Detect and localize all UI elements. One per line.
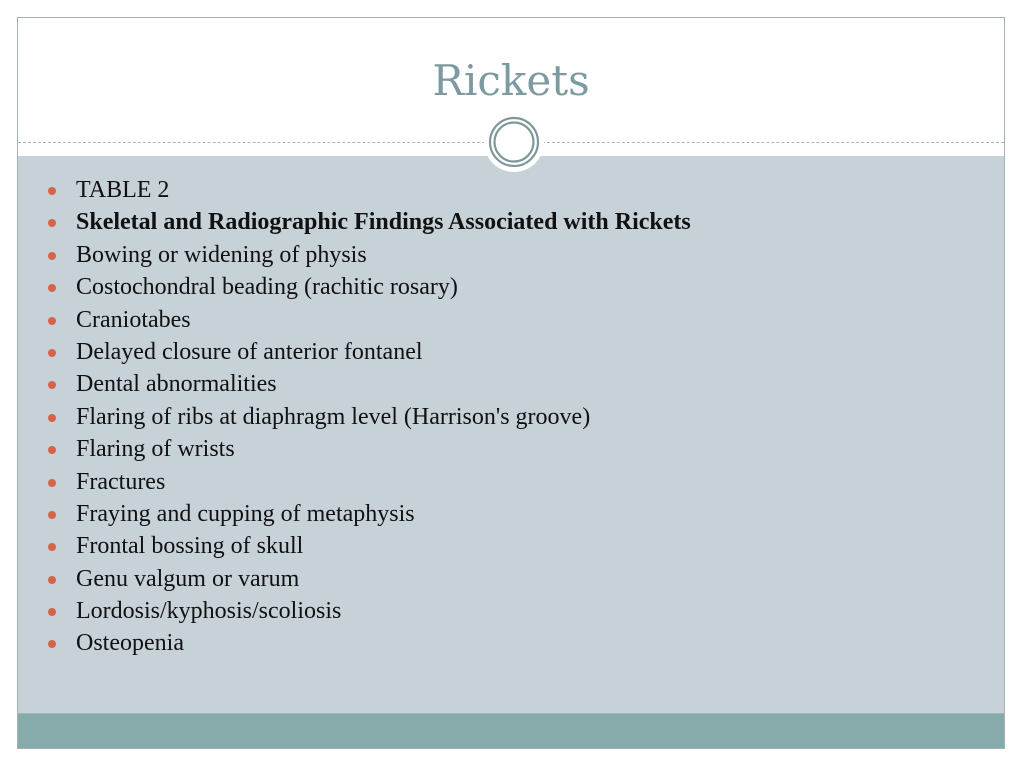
bullet-icon xyxy=(48,219,56,227)
double-ring-circle-icon xyxy=(488,116,540,168)
list-item: Dental abnormalities xyxy=(46,368,691,400)
list-item: Genu valgum or varum xyxy=(46,563,691,595)
list-item: Fractures xyxy=(46,466,691,498)
slide-frame xyxy=(17,17,1005,749)
findings-list xyxy=(46,174,691,660)
list-item: Bowing or widening of physis xyxy=(46,239,691,271)
list-item: Osteopenia xyxy=(46,627,691,659)
bullet-icon xyxy=(48,479,56,487)
bullet-icon xyxy=(48,576,56,584)
list-item: Delayed closure of anterior fontanel xyxy=(46,336,691,368)
list-item: Frontal bossing of skull xyxy=(46,530,691,562)
list-item: Flaring of ribs at diaphragm level (Harrison's groove) xyxy=(46,401,691,433)
bullet-icon xyxy=(48,381,56,389)
list-item: Craniotabes xyxy=(46,304,691,336)
list-item-heading: Skeletal and Radiographic Findings Associated with Rickets xyxy=(46,206,691,238)
bullet-icon xyxy=(48,349,56,357)
list-item: Costochondral beading (rachitic rosary) xyxy=(46,271,691,303)
bullet-icon xyxy=(48,608,56,616)
bullet-icon xyxy=(48,640,56,648)
list-item: Flaring of wrists xyxy=(46,433,691,465)
slide-title: Rickets xyxy=(432,56,590,105)
footer-bar xyxy=(18,713,1004,748)
bullet-icon xyxy=(48,317,56,325)
bullet-icon xyxy=(48,187,56,195)
list-item: Fraying and cupping of metaphysis xyxy=(46,498,691,530)
bullet-icon xyxy=(48,414,56,422)
bullet-icon xyxy=(48,252,56,260)
list-item: Lordosis/kyphosis/scoliosis xyxy=(46,595,691,627)
bullet-icon xyxy=(48,446,56,454)
bullet-icon xyxy=(48,284,56,292)
list-item: TABLE 2 xyxy=(46,174,691,206)
bullet-icon xyxy=(48,543,56,551)
bullet-icon xyxy=(48,511,56,519)
